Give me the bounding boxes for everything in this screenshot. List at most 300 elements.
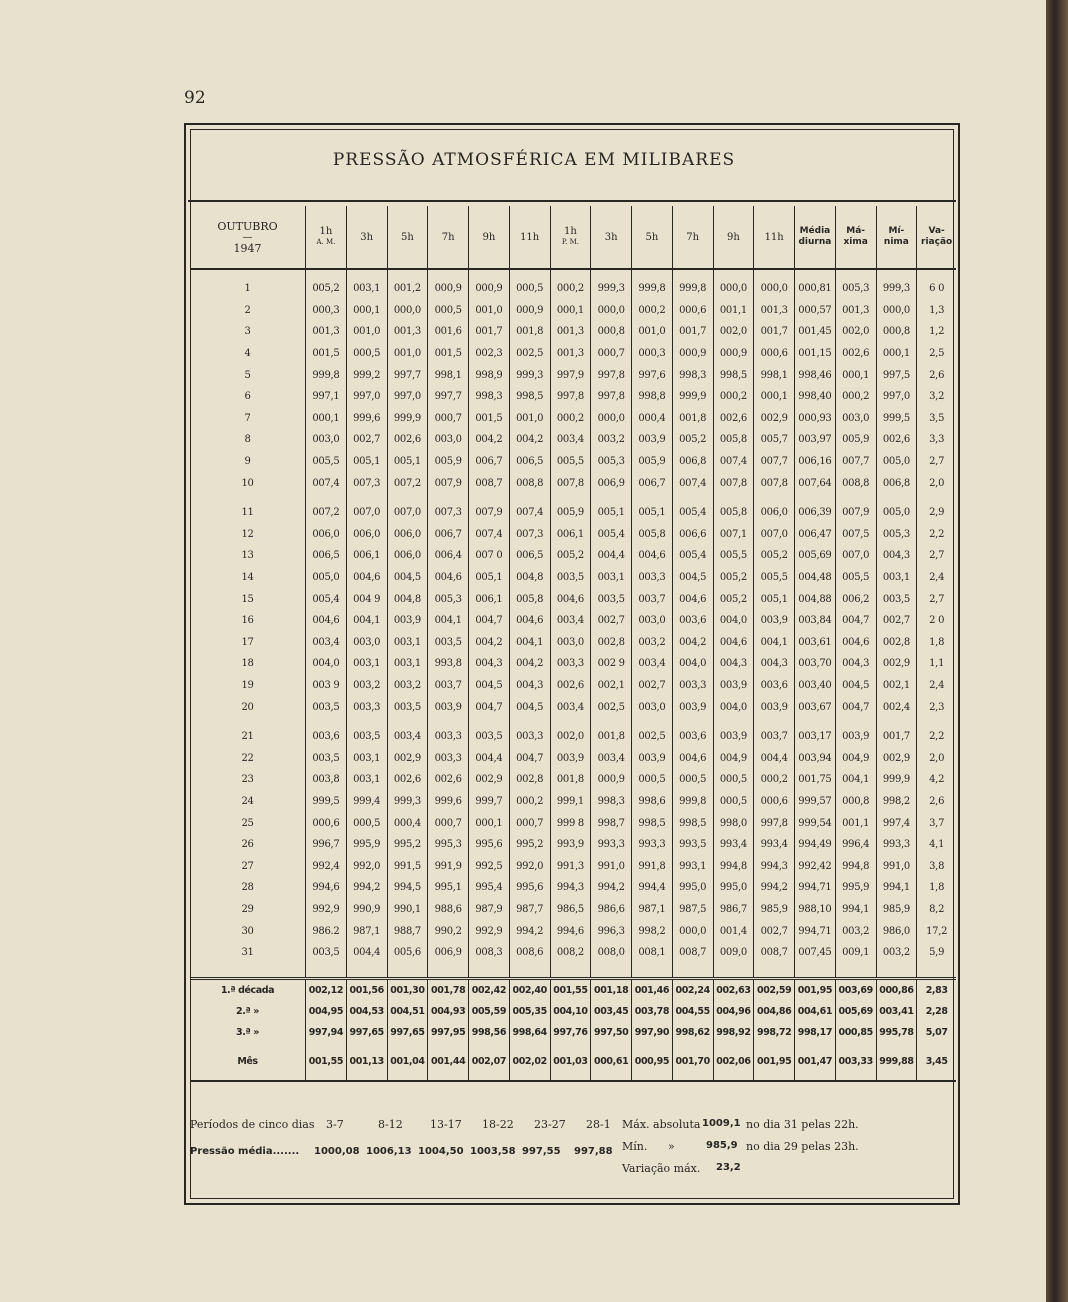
table-cell: 000,1 (876, 343, 917, 365)
table-cell: 005,2 (713, 567, 754, 589)
row-label: 19 (241, 679, 254, 691)
table-cell: 999,6 (428, 791, 469, 813)
table-cell: 001,7 (876, 726, 917, 748)
table-cell: 2,83 (917, 979, 956, 1002)
table-cell: 008,0 (591, 942, 632, 964)
table-cell: 998,7 (591, 812, 632, 834)
table-cell: 003,0 (428, 429, 469, 451)
table-cell: 007,9 (428, 472, 469, 494)
table-cell: 998,62 (672, 1022, 713, 1043)
pressure-label: Pressão média....... (190, 1146, 300, 1157)
table-cell: 985,9 (876, 899, 917, 921)
table-cell: 005,8 (713, 502, 754, 524)
table-cell: 005,2 (550, 545, 591, 567)
table-cell: 001,2 (387, 278, 428, 300)
table-cell: 988,6 (428, 899, 469, 921)
table-cell: 991,0 (591, 855, 632, 877)
table-cell: 004,7 (509, 747, 550, 769)
table-cell: 002,3 (469, 343, 510, 365)
table-cell: 000,95 (632, 1051, 673, 1072)
table-cell: 002,7 (632, 675, 673, 697)
table-row (190, 632, 956, 654)
table-cell: 003,6 (754, 675, 795, 697)
table-cell: 006,9 (428, 942, 469, 964)
table-cell: 002,6 (876, 429, 917, 451)
table-cell: 005,8 (713, 429, 754, 451)
table-cell: 001,3 (550, 321, 591, 343)
table-cell: 006,8 (876, 472, 917, 494)
table-cell: 001,47 (795, 1051, 836, 1072)
table-cell: 003,9 (754, 696, 795, 718)
table-cell: 994,5 (387, 877, 428, 899)
table-cell: 002,0 (713, 321, 754, 343)
table-cell: 002,6 (835, 343, 876, 365)
table-cell: 007,8 (550, 472, 591, 494)
table-cell: 000,6 (672, 300, 713, 322)
table-row (190, 791, 956, 813)
row-label: 8 (244, 434, 251, 446)
table-cell: 001,78 (428, 979, 469, 1002)
header-hour-label: 11h (764, 231, 784, 243)
decade-spacer (190, 494, 956, 502)
table-cell: 003,1 (346, 278, 387, 300)
summary-spacer (190, 1043, 956, 1051)
table-cell: 003,9 (672, 696, 713, 718)
table-cell: 004,6 (713, 632, 754, 654)
table-cell: 992,4 (306, 855, 347, 877)
table-cell: 006,0 (306, 524, 347, 546)
summary-row (190, 1051, 956, 1072)
table-cell: 007,9 (835, 502, 876, 524)
pressure-item: 997,55 (522, 1146, 561, 1157)
table-cell: 003,2 (876, 942, 917, 964)
table-cell: 987,7 (509, 899, 550, 921)
table-cell: 004,8 (509, 567, 550, 589)
table-row (190, 747, 956, 769)
table-cell: 003,9 (632, 747, 673, 769)
table-cell: 000,9 (713, 343, 754, 365)
table-cell: 004,0 (713, 610, 754, 632)
table-cell: 999,1 (550, 791, 591, 813)
table-cell: 003,2 (835, 920, 876, 942)
table-cell: 998,72 (754, 1022, 795, 1043)
table-cell: 006,7 (428, 524, 469, 546)
table-cell: 005,35 (509, 1001, 550, 1022)
table-cell: 995,4 (469, 877, 510, 899)
table-cell: 001,0 (632, 321, 673, 343)
table-cell: 990,9 (346, 899, 387, 921)
page-title: PRESSÃO ATMOSFÉRICA EM MILIBARES (332, 150, 736, 170)
table-cell: 002,1 (591, 675, 632, 697)
table-cell: 003,4 (550, 429, 591, 451)
table-cell: 002,5 (509, 343, 550, 365)
table-row (190, 653, 956, 675)
table-cell: 998,46 (795, 364, 836, 386)
row-label: 31 (241, 947, 254, 959)
table-cell: 004,3 (469, 653, 510, 675)
table-cell: 005,7 (754, 429, 795, 451)
table-cell: 004,3 (713, 653, 754, 675)
table-cell: 001,46 (632, 979, 673, 1002)
table-cell: 003,5 (876, 588, 917, 610)
table-cell: 002,42 (469, 979, 510, 1002)
table-cell: 001,44 (428, 1051, 469, 1072)
table-cell: 995,6 (469, 834, 510, 856)
table-cell: 003,0 (632, 610, 673, 632)
table-cell: 003,84 (795, 610, 836, 632)
table-cell: 992,5 (469, 855, 510, 877)
table-cell: 991,0 (876, 855, 917, 877)
table-cell: 992,9 (469, 920, 510, 942)
summary-row (190, 979, 956, 1002)
table-cell: 999,5 (876, 408, 917, 430)
header-hour-6 (550, 206, 591, 269)
table-cell: 003,9 (550, 747, 591, 769)
table-cell: 997,8 (754, 812, 795, 834)
table-cell: 004,2 (469, 429, 510, 451)
table-cell: 002,7 (754, 920, 795, 942)
table-cell: 995,6 (509, 877, 550, 899)
table-cell: 000,86 (876, 979, 917, 1002)
row-label: 6 (244, 391, 251, 403)
table-cell: 999,8 (672, 278, 713, 300)
table-cell: 004,6 (632, 545, 673, 567)
table-cell: 999,8 (306, 364, 347, 386)
table-cell: 000,4 (387, 812, 428, 834)
table-cell: 005,6 (387, 942, 428, 964)
table-cell: 001,3 (550, 343, 591, 365)
table-cell: 004 9 (346, 588, 387, 610)
table-cell: 987,1 (346, 920, 387, 942)
table-cell: 003,5 (469, 726, 510, 748)
max-value: 1009,1 (702, 1118, 741, 1129)
table-cell: 003,7 (428, 675, 469, 697)
table-cell: 999,3 (509, 364, 550, 386)
table-cell: 000,5 (428, 300, 469, 322)
table-cell: 999,9 (876, 769, 917, 791)
table-cell: 005,69 (795, 545, 836, 567)
table-cell: 3,45 (917, 1051, 956, 1072)
table-cell: 003,4 (550, 696, 591, 718)
table-cell: 997,9 (550, 364, 591, 386)
table-row (190, 567, 956, 589)
table-cell: 003,9 (835, 726, 876, 748)
table-cell: 007,2 (387, 472, 428, 494)
table-cell: 004,2 (672, 632, 713, 654)
table-cell: 000,4 (632, 408, 673, 430)
table-cell: 000,2 (550, 278, 591, 300)
table-cell: 987,9 (469, 899, 510, 921)
table-cell: 003,0 (835, 408, 876, 430)
table-cell: 004,4 (754, 747, 795, 769)
table-row (190, 726, 956, 748)
table-row (190, 545, 956, 567)
table-cell: 003,61 (795, 632, 836, 654)
table-cell: 004,0 (713, 696, 754, 718)
table-cell: 005,0 (876, 451, 917, 473)
table-cell: 003,41 (876, 1001, 917, 1022)
table-cell: 997,50 (591, 1022, 632, 1043)
table-cell: 008,2 (550, 942, 591, 964)
table-cell: 004,86 (754, 1001, 795, 1022)
table-cell: 6 0 (917, 278, 956, 300)
table-cell: 002,5 (632, 726, 673, 748)
header-hour-4 (469, 206, 510, 269)
table-cell: 997,7 (387, 364, 428, 386)
table-cell: 993,9 (550, 834, 591, 856)
table-cell: 003,9 (428, 696, 469, 718)
table-cell: 000,81 (795, 278, 836, 300)
table-row (190, 877, 956, 899)
table-cell: 999,3 (387, 791, 428, 813)
table-cell: 994,71 (795, 920, 836, 942)
table-cell: 004,4 (591, 545, 632, 567)
table-cell: 002,8 (509, 769, 550, 791)
table-cell: 000,9 (672, 343, 713, 365)
table-cell: 003,7 (754, 726, 795, 748)
table-cell: 000,6 (306, 812, 347, 834)
table-cell: 005,3 (591, 451, 632, 473)
table-cell: 994,2 (509, 920, 550, 942)
table-cell: 995,78 (876, 1022, 917, 1043)
table-cell: 000,9 (469, 278, 510, 300)
table-cell: 006,0 (387, 524, 428, 546)
table-cell: 986,0 (876, 920, 917, 942)
periods-label: Períodos de cinco dias (190, 1118, 315, 1131)
table-cell: 004,1 (509, 632, 550, 654)
table-cell: 002,02 (509, 1051, 550, 1072)
table-cell: 003,2 (632, 632, 673, 654)
table-cell: 004,1 (428, 610, 469, 632)
table-cell: 000,9 (591, 769, 632, 791)
table-cell: 005,1 (469, 567, 510, 589)
table-cell: 005,2 (754, 545, 795, 567)
table-cell: 005,1 (387, 451, 428, 473)
table-cell: 999,4 (346, 791, 387, 813)
table-cell: 1,2 (917, 321, 956, 343)
table-cell: 003,3 (428, 747, 469, 769)
table-row (190, 300, 956, 322)
table-cell: 995,1 (428, 877, 469, 899)
table-cell: 001,7 (469, 321, 510, 343)
table-cell: 000,5 (346, 343, 387, 365)
table-cell: 999,6 (346, 408, 387, 430)
table-cell: 009,1 (835, 942, 876, 964)
table-cell: 004,93 (428, 1001, 469, 1022)
table-cell: 000,0 (876, 300, 917, 322)
table-cell: 995,0 (713, 877, 754, 899)
table-cell: 997,0 (876, 386, 917, 408)
row-label: 21 (241, 731, 254, 743)
table-cell: 999,9 (672, 386, 713, 408)
table-cell: 003,4 (387, 726, 428, 748)
table-cell: 997,7 (428, 386, 469, 408)
table-cell: 992,42 (795, 855, 836, 877)
table-cell: 996,4 (835, 834, 876, 856)
table-cell: 007,45 (795, 942, 836, 964)
table-cell: 003,5 (550, 567, 591, 589)
table-cell: 2,0 (917, 472, 956, 494)
table-cell: 001,7 (754, 321, 795, 343)
table-cell: 998,0 (713, 812, 754, 834)
table-cell: 001,70 (672, 1051, 713, 1072)
table-cell: 992,0 (346, 855, 387, 877)
table-cell: 007,5 (835, 524, 876, 546)
table-cell: 995,2 (509, 834, 550, 856)
table-cell: 997,5 (876, 364, 917, 386)
table-cell: 006,6 (672, 524, 713, 546)
table-cell: 998,3 (469, 386, 510, 408)
table-cell: 999,3 (591, 278, 632, 300)
table-cell: 000,8 (591, 321, 632, 343)
table-cell: 3,7 (917, 812, 956, 834)
period-item: 13-17 (430, 1118, 462, 1131)
table-cell: 002,4 (876, 696, 917, 718)
header-hour-label: 3h (360, 231, 374, 243)
table-cell: 002,9 (876, 747, 917, 769)
table-cell: 008,8 (509, 472, 550, 494)
table-cell: 990,2 (428, 920, 469, 942)
table-cell: 001,15 (795, 343, 836, 365)
header-hour-label: 11h (520, 231, 540, 243)
table-cell: 005,69 (835, 1001, 876, 1022)
table-cell: 007,4 (469, 524, 510, 546)
table-cell: 995,0 (672, 877, 713, 899)
table-cell: 2,4 (917, 675, 956, 697)
row-label: 29 (241, 903, 254, 915)
table-cell: 008,7 (754, 942, 795, 964)
table-cell: 004,2 (469, 632, 510, 654)
table-cell: 4,1 (917, 834, 956, 856)
table-cell: 004,5 (469, 675, 510, 697)
table-cell: 001,95 (795, 979, 836, 1002)
table-cell: 000,9 (509, 300, 550, 322)
row-label: 26 (241, 839, 254, 851)
row-label: 30 (241, 925, 254, 937)
row-label: 14 (241, 572, 254, 584)
table-cell: 002 9 (591, 653, 632, 675)
table-cell: 003,0 (346, 632, 387, 654)
table-cell: 998,6 (632, 791, 673, 813)
table-cell: 002,9 (387, 747, 428, 769)
table-cell: 003,67 (795, 696, 836, 718)
table-cell: 000,2 (632, 300, 673, 322)
table-cell: 3,2 (917, 386, 956, 408)
table-cell: 005,2 (713, 588, 754, 610)
table-cell: 000,9 (428, 278, 469, 300)
table-cell: 2,2 (917, 524, 956, 546)
table-cell: 993,4 (754, 834, 795, 856)
header-hour-3 (428, 206, 469, 269)
pressure-table (190, 206, 956, 1082)
table-cell: 994,71 (795, 877, 836, 899)
table-cell: 2,7 (917, 451, 956, 473)
table-cell: 003,9 (387, 610, 428, 632)
header-hour-label: 9h (482, 231, 496, 243)
table-cell: 995,2 (387, 834, 428, 856)
table-cell: 005,5 (713, 545, 754, 567)
periods-list (326, 1118, 638, 1131)
table-cell: 998,2 (876, 791, 917, 813)
table-cell: 998,1 (428, 364, 469, 386)
table-cell: 996,7 (306, 834, 347, 856)
table-cell: 003,1 (387, 653, 428, 675)
row-label: 25 (241, 817, 254, 829)
period-item: 18-22 (482, 1118, 514, 1131)
table-cell: 003,5 (306, 747, 347, 769)
row-label: 3.ª » (236, 1027, 260, 1039)
row-label: 3 (244, 326, 251, 338)
table-cell: 991,3 (550, 855, 591, 877)
table-cell: 997,6 (632, 364, 673, 386)
table-cell: 003,4 (550, 610, 591, 632)
table-cell: 004,6 (550, 588, 591, 610)
table-cell: 008,8 (835, 472, 876, 494)
table-cell: 004,1 (754, 632, 795, 654)
table-cell: 000,0 (387, 300, 428, 322)
table-cell: 997,95 (428, 1022, 469, 1043)
table-cell: 005,2 (306, 278, 347, 300)
table-cell: 002,6 (387, 769, 428, 791)
table-cell: 006,5 (306, 545, 347, 567)
table-cell: 002,9 (754, 408, 795, 430)
table-cell: 000,8 (876, 321, 917, 343)
table-cell: 004,7 (835, 610, 876, 632)
table-cell: 001,45 (795, 321, 836, 343)
table-cell: 999,5 (306, 791, 347, 813)
table-cell: 005,0 (876, 502, 917, 524)
table-cell: 007,1 (713, 524, 754, 546)
table-cell: 004,2 (509, 429, 550, 451)
table-cell: 007,64 (795, 472, 836, 494)
table-cell: 3,8 (917, 855, 956, 877)
table-cell: 000,57 (795, 300, 836, 322)
max-label: Máx. absoluta (622, 1118, 701, 1131)
row-label: 13 (241, 550, 254, 562)
table-cell: 005,3 (835, 278, 876, 300)
header-hour-label: 3h (604, 231, 618, 243)
table-cell: 998,5 (509, 386, 550, 408)
table-cell: 000,0 (754, 278, 795, 300)
table-cell: 003,1 (346, 653, 387, 675)
table-cell: 006,39 (795, 502, 836, 524)
table-cell: 002,0 (550, 726, 591, 748)
table-cell: 000,7 (509, 812, 550, 834)
table-cell: 000,0 (591, 408, 632, 430)
summary-separator (190, 963, 956, 979)
table-cell: 999 8 (550, 812, 591, 834)
header-maxima: Má- xima (835, 206, 876, 269)
table-cell: 003,69 (835, 979, 876, 1002)
table-cell: 005,5 (835, 567, 876, 589)
table-cell: 003,6 (306, 726, 347, 748)
table-cell: 004,6 (306, 610, 347, 632)
header-hour-1 (346, 206, 387, 269)
table-cell: 000,8 (835, 791, 876, 813)
table-cell: 005,59 (469, 1001, 510, 1022)
table-cell: 998,5 (713, 364, 754, 386)
table-cell: 995,9 (835, 877, 876, 899)
table-cell: 1,8 (917, 632, 956, 654)
table-cell: 001,1 (835, 812, 876, 834)
table-cell: 005,4 (306, 588, 347, 610)
table-cell: 005,0 (306, 567, 347, 589)
table-cell: 003,4 (306, 632, 347, 654)
period-item: 8-12 (378, 1118, 403, 1131)
pressure-item: 1004,50 (418, 1146, 464, 1157)
table-cell: 985,9 (754, 899, 795, 921)
table-cell: 17,2 (917, 920, 956, 942)
